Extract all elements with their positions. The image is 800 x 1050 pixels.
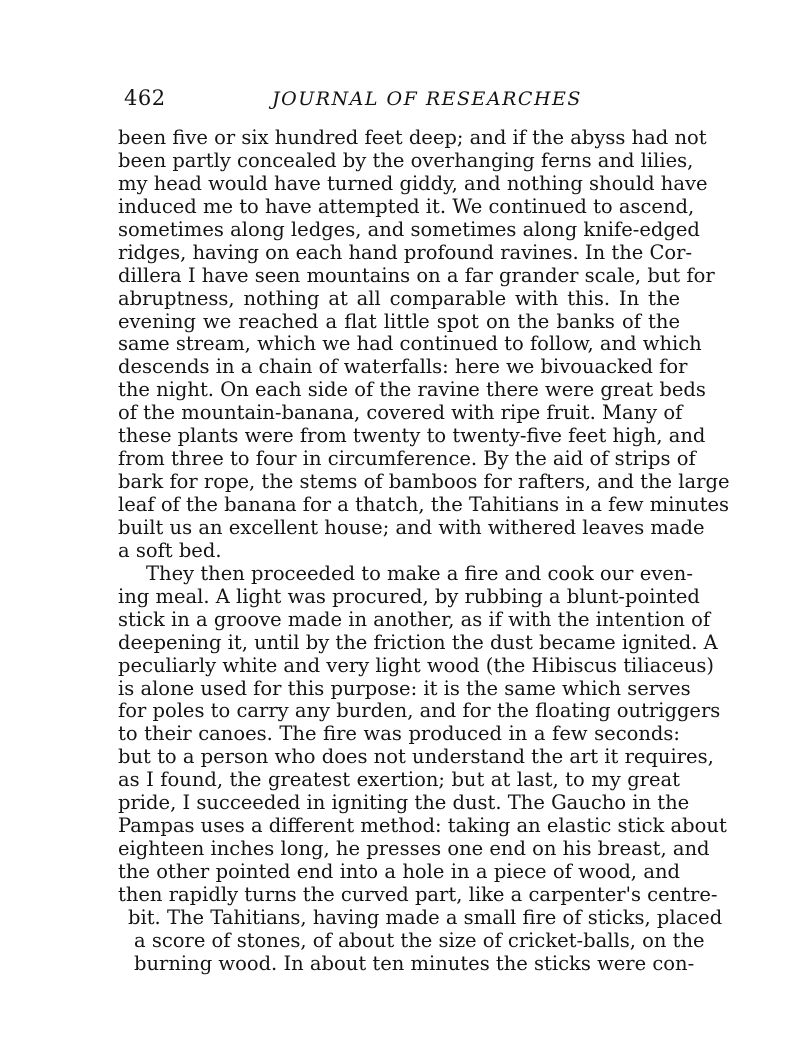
text-line: induced me to have attempted it. We continued to ascend,: [118, 194, 695, 218]
text-line: from three to four in circumference. By the aid of strips of: [118, 447, 696, 471]
text-line: abruptness, nothing at all comparable with this. In the: [118, 286, 680, 310]
text-line: the night. On each side of the ravine there were great beds: [118, 378, 706, 402]
text-line: deepening it, until by the friction the dust became ignited. A: [118, 630, 718, 654]
text-line: is alone used for this purpose: it is the same which serves: [118, 676, 691, 700]
text-line: built us an excellent house; and with withered leaves made: [118, 515, 705, 539]
text-line: then rapidly turns the curved part, like a carpenter's centre-: [118, 882, 718, 906]
text-line: these plants were from twenty to twenty-five feet high, and: [118, 424, 706, 448]
body-text: [118, 126, 730, 976]
page-number: 462: [124, 86, 166, 110]
text-line: to their canoes. The fire was produced in a few seconds:: [118, 722, 680, 746]
text-line: ing meal. A light was procured, by rubbing a blunt-pointed: [118, 584, 700, 608]
text-line: bit. The Tahitians, having made a small fire of sticks, placed: [128, 905, 723, 929]
text-line: been partly concealed by the overhanging ferns and lilies,: [118, 148, 694, 172]
text-line: a soft bed.: [118, 538, 222, 562]
text-line: for poles to carry any burden, and for the floating outriggers: [118, 699, 721, 723]
text-line: my head would have turned giddy, and nothing should have: [118, 171, 708, 195]
text-line: descends in a chain of waterfalls: here we bivouacked for: [118, 355, 688, 379]
text-line: stick in a groove made in another, as if with the intention of: [118, 607, 711, 631]
text-line: of the mountain-banana, covered with ripe fruit. Many of: [118, 401, 683, 425]
text-line: They then proceeded to make a fire and cook our even-: [146, 561, 693, 585]
text-line: leaf of the banana for a thatch, the Tahitians in a few minutes: [118, 493, 730, 516]
text-line: but to a person who does not understand the art it requires,: [118, 745, 714, 769]
text-line: a score of stones, of about the size of cricket-balls, on the: [134, 928, 705, 952]
text-line: eighteen inches long, he presses one end on his breast, and: [118, 837, 710, 861]
text-line: Pampas uses a different method: taking an elastic stick about: [118, 814, 727, 838]
text-line: ridges, having on each hand profound ravines. In the Cor-: [118, 240, 693, 264]
text-line: as I found, the greatest exertion; but at last, to my great: [118, 768, 680, 792]
running-head: JOURNAL OF RESEARCHES: [272, 88, 582, 110]
text-line: peculiarly white and very light wood (the Hibiscus tiliaceus): [118, 653, 714, 677]
text-line: been five or six hundred feet deep; and if the abyss had not: [118, 126, 707, 149]
text-line: bark for rope, the stems of bamboos for rafters, and the large: [118, 470, 730, 494]
text-line: pride, I succeeded in igniting the dust. The Gaucho in the: [118, 791, 690, 815]
text-line: the other pointed end into a hole in a piece of wood, and: [118, 860, 680, 883]
text-line: dillera I have seen mountains on a far grander scale, but for: [118, 263, 715, 287]
text-line: sometimes along ledges, and sometimes along knife-edged: [118, 217, 700, 241]
text-line: burning wood. In about ten minutes the sticks were con-: [134, 951, 695, 975]
text-line: evening we reached a flat little spot on the banks of the: [118, 309, 680, 333]
text-line: same stream, which we had continued to follow, and which: [118, 332, 702, 356]
